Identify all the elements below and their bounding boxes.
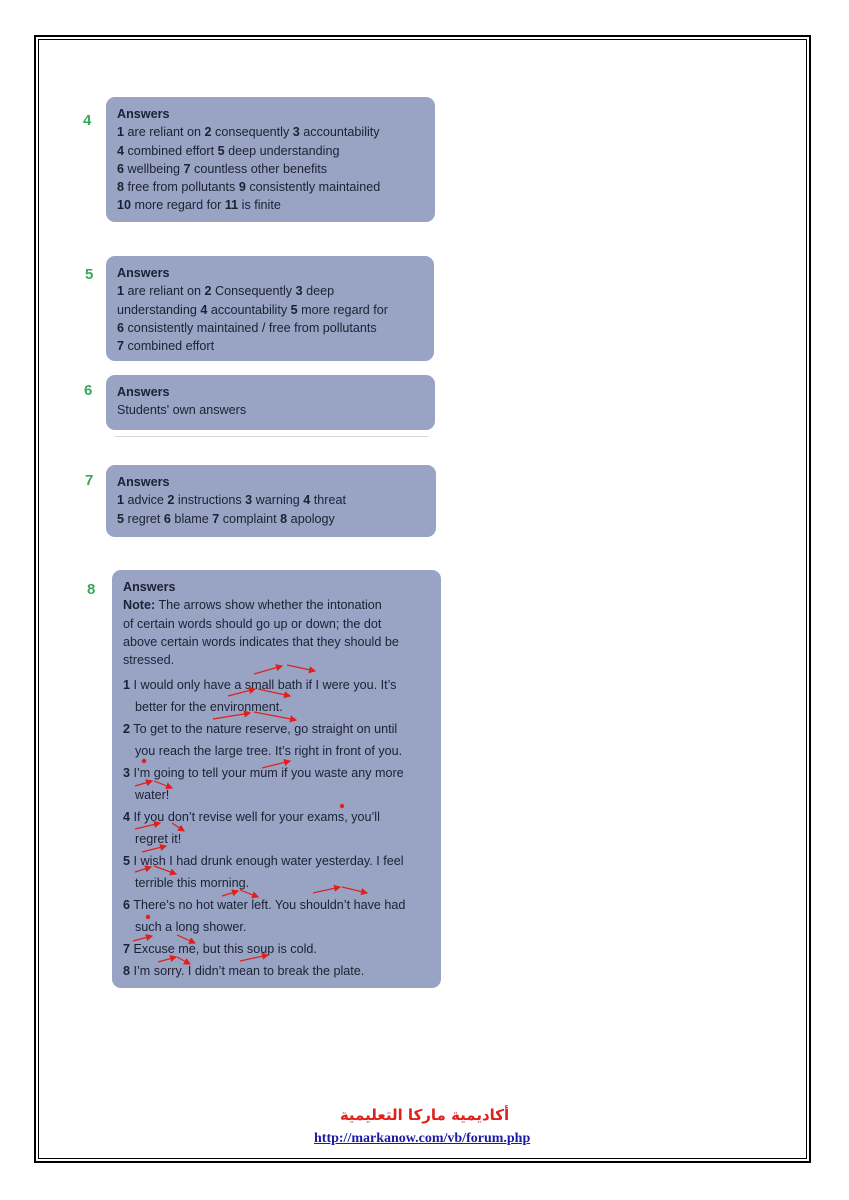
answer-box-6 [106, 375, 435, 430]
answer-box-5 [106, 256, 434, 361]
sentence-line: terrible this morning. [135, 876, 250, 891]
answer-box-8 [112, 570, 441, 988]
sentence-line: 5 I wish I had drunk enough water yesterday. I feel [123, 854, 404, 869]
sentence-line: 7 Excuse me, but this soup is cold. [123, 942, 317, 957]
answers-heading: Answers [117, 385, 170, 399]
answer-line: Students' own answers [117, 403, 247, 418]
answer-line: 1 are reliant on 2 Consequently 3 deep [117, 284, 335, 299]
answer-line: 4 combined effort 5 deep understanding [117, 143, 340, 158]
answer-line: 7 combined effort [117, 339, 215, 354]
answer-box-4 [106, 97, 435, 222]
answers-heading: Answers [117, 475, 170, 489]
sentence-line: you reach the large tree. It’s right in front of you. [135, 744, 403, 759]
answers-heading: Answers [117, 107, 170, 121]
sentence-line: 2 To get to the nature reserve, go straight on until [123, 722, 398, 737]
note-line: stressed. [123, 653, 175, 668]
section-number: 6 [84, 382, 93, 399]
answer-line: 8 free from pollutants 9 consistently maintained [117, 180, 381, 195]
note-line: of certain words should go up or down; the dot [123, 616, 382, 631]
answer-line: 1 advice 2 instructions 3 warning 4 threat [117, 493, 346, 508]
sentence-line: 6 There’s no hot water left. You shouldn’t have had [123, 898, 406, 913]
answers-heading: Answers [123, 580, 176, 594]
sentence-line: 3 I’m going to tell your mum if you waste any more [123, 766, 404, 781]
answer-line: 5 regret 6 blame 7 complaint 8 apology [117, 511, 335, 526]
section-number: 7 [85, 472, 94, 489]
answer-line: 1 are reliant on 2 consequently 3 accountability [117, 125, 380, 140]
note-line: Note: The arrows show whether the intonation [123, 598, 382, 613]
note-line: above certain words indicates that they should be [123, 634, 399, 649]
section-number: 8 [87, 581, 96, 598]
sentence-line: 8 I’m sorry. I didn’t mean to break the plate. [123, 964, 365, 979]
answer-box-7 [106, 465, 436, 537]
divider [115, 436, 428, 437]
sentence-line: 4 If you don’t revise well for your exams, you’ll [123, 810, 380, 825]
answer-line: 6 consistently maintained / free from pollutants [117, 320, 377, 335]
answers-heading: Answers [117, 266, 170, 280]
sentence-line: 1 I would only have a small bath if I were you. It’s [123, 678, 397, 693]
sentence-line: water! [135, 788, 170, 803]
sentence-line: better for the environment. [135, 700, 283, 715]
section-number: 4 [83, 112, 92, 129]
sentence-line: regret it! [135, 832, 182, 847]
answer-line: understanding 4 accountability 5 more regard for [117, 302, 388, 317]
answer-line: 6 wellbeing 7 countless other benefits [117, 161, 328, 176]
section-number: 5 [85, 266, 94, 283]
forum-link[interactable]: http://markanow.com/vb/forum.php [314, 1131, 531, 1146]
answer-line: 10 more regard for 11 is finite [117, 198, 281, 213]
sentence-line: such a long shower. [135, 920, 247, 935]
academy-name: أكاديمية ماركا التعليمية [339, 1106, 510, 1124]
